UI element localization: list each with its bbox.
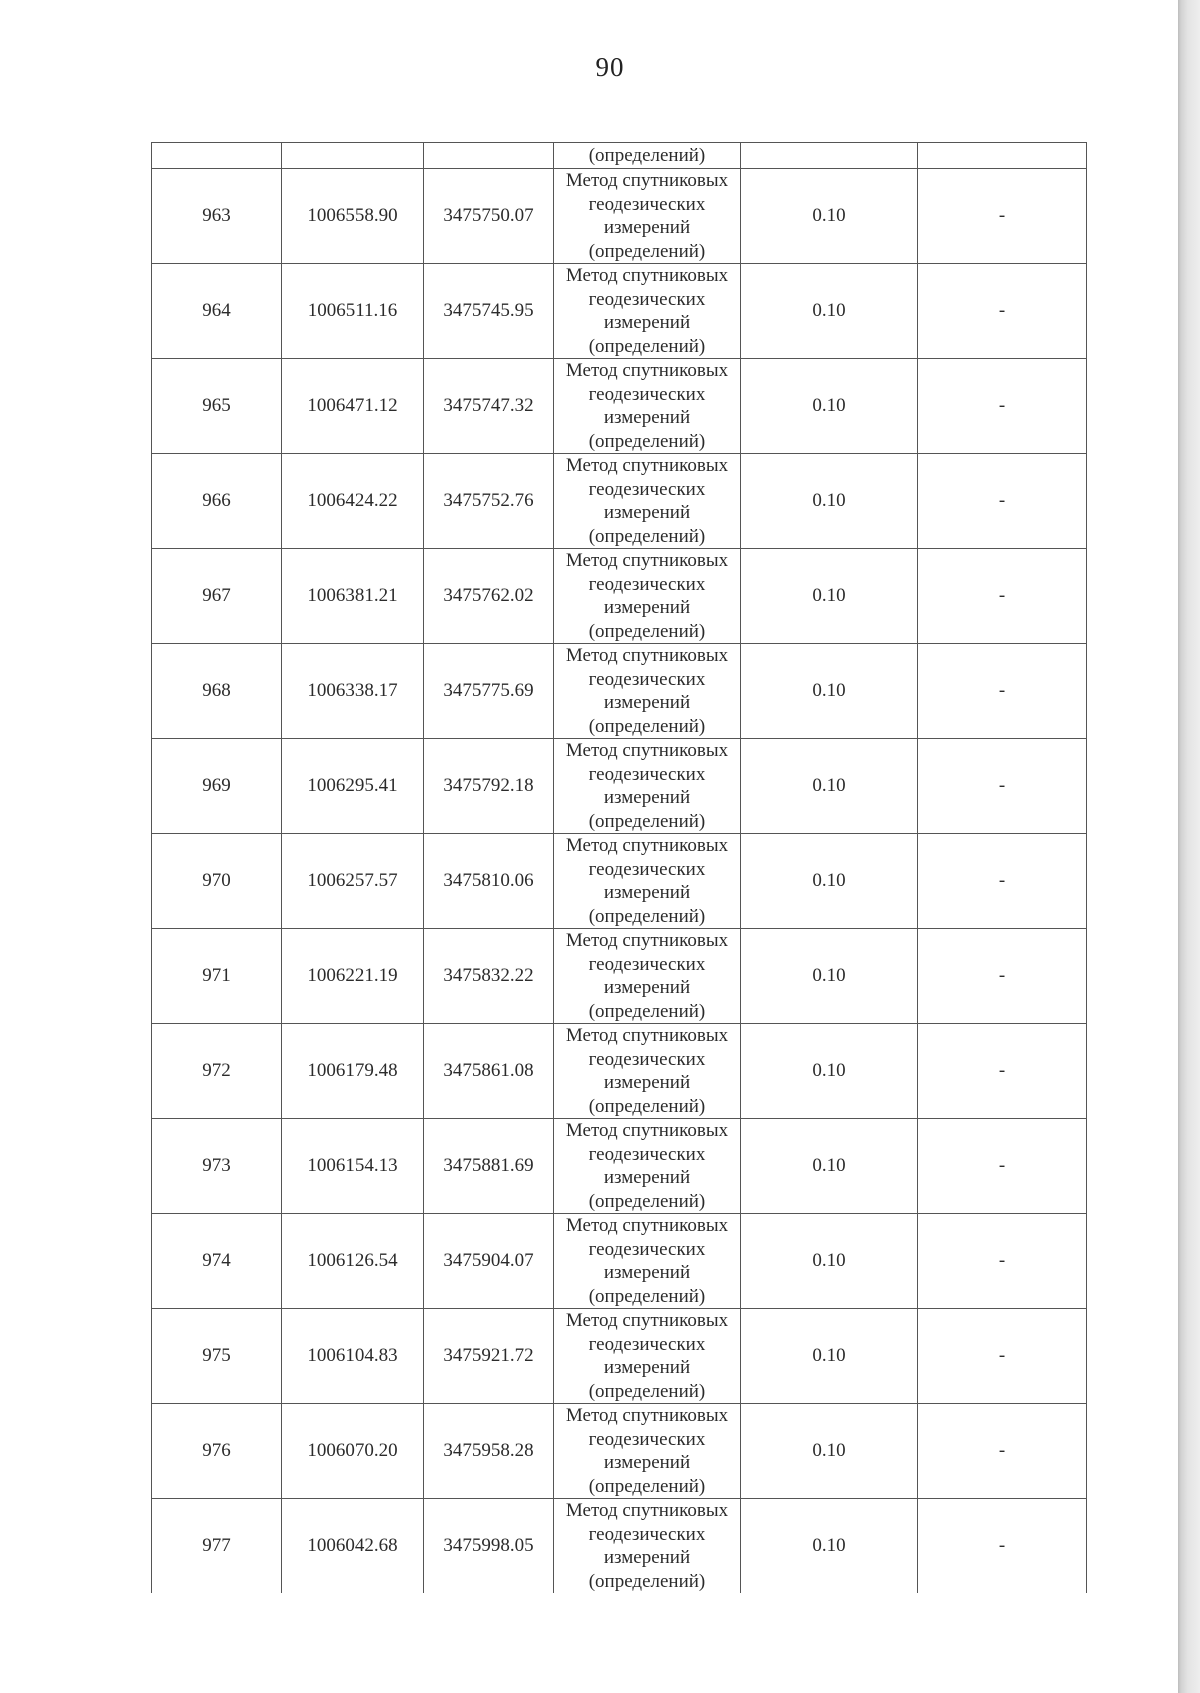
method-line: Метод спутниковых <box>565 645 729 666</box>
point-number-cell: 973 <box>152 1119 282 1214</box>
precision-cell: 0.10 <box>741 1499 918 1594</box>
y-coordinate-cell: 3475832.22 <box>424 929 554 1024</box>
page-number: 90 <box>595 52 625 82</box>
y-coordinate-cell: 3475752.76 <box>424 454 554 549</box>
method-line: геодезических <box>588 1428 706 1450</box>
method-line: (определений) <box>588 1000 706 1022</box>
method-line: (определений) <box>588 1380 706 1402</box>
method-line: Метод спутниковых <box>565 835 729 856</box>
method-line: Метод спутниковых <box>565 1120 729 1141</box>
note-cell: - <box>918 169 1087 264</box>
method-cell <box>554 1309 741 1404</box>
method-line: геодезических <box>588 763 706 785</box>
method-line: Метод спутниковых <box>565 740 729 761</box>
method-line: геодезических <box>588 1048 706 1070</box>
continuation-note-cell <box>918 143 1087 169</box>
note-cell: - <box>918 549 1087 644</box>
note-cell: - <box>918 359 1087 454</box>
method-cell <box>554 644 741 739</box>
method-line: (определений) <box>588 525 706 547</box>
method-cell <box>554 1499 741 1594</box>
method-cell <box>554 739 741 834</box>
table-row <box>152 169 1087 264</box>
y-coordinate-cell: 3475998.05 <box>424 1499 554 1594</box>
note-cell: - <box>918 264 1087 359</box>
precision-cell: 0.10 <box>741 1024 918 1119</box>
y-coordinate-cell: 3475745.95 <box>424 264 554 359</box>
method-line: измерений <box>603 1167 691 1188</box>
continuation-point-cell <box>152 143 282 169</box>
method-cell <box>554 169 741 264</box>
table-row <box>152 454 1087 549</box>
method-line: геодезических <box>588 668 706 690</box>
precision-cell: 0.10 <box>741 549 918 644</box>
point-number-cell: 969 <box>152 739 282 834</box>
precision-cell: 0.10 <box>741 169 918 264</box>
method-line: (определений) <box>588 715 706 737</box>
method-line: измерений <box>603 1262 691 1283</box>
table-row <box>152 549 1087 644</box>
continuation-y-cell <box>424 143 554 169</box>
method-line: измерений <box>603 692 691 713</box>
method-line: (определений) <box>588 430 706 452</box>
method-line: измерений <box>603 787 691 808</box>
point-number-cell: 967 <box>152 549 282 644</box>
coordinates-table <box>151 142 1087 1593</box>
point-number-cell: 965 <box>152 359 282 454</box>
x-coordinate-cell: 1006221.19 <box>282 929 424 1024</box>
y-coordinate-cell: 3475747.32 <box>424 359 554 454</box>
point-number-cell: 971 <box>152 929 282 1024</box>
method-line: Метод спутниковых <box>565 1025 729 1046</box>
note-cell: - <box>918 1499 1087 1594</box>
method-line: Метод спутниковых <box>565 170 729 191</box>
continuation-precision-cell <box>741 143 918 169</box>
method-cell <box>554 1024 741 1119</box>
x-coordinate-cell: 1006338.17 <box>282 644 424 739</box>
method-line: (определений) <box>588 1570 706 1592</box>
table-row <box>152 644 1087 739</box>
x-coordinate-cell: 1006295.41 <box>282 739 424 834</box>
method-line: геодезических <box>588 288 706 310</box>
note-cell: - <box>918 1214 1087 1309</box>
method-cell <box>554 359 741 454</box>
x-coordinate-cell: 1006154.13 <box>282 1119 424 1214</box>
note-cell: - <box>918 1404 1087 1499</box>
y-coordinate-cell: 3475762.02 <box>424 549 554 644</box>
method-line: измерений <box>603 217 691 238</box>
method-line: геодезических <box>588 1523 706 1545</box>
note-cell: - <box>918 929 1087 1024</box>
table-row <box>152 1309 1087 1404</box>
precision-cell: 0.10 <box>741 1119 918 1214</box>
point-number-cell: 974 <box>152 1214 282 1309</box>
method-line: (определений) <box>588 240 706 262</box>
method-line: Метод спутниковых <box>565 1405 729 1426</box>
y-coordinate-cell: 3475861.08 <box>424 1024 554 1119</box>
y-coordinate-cell: 3475921.72 <box>424 1309 554 1404</box>
method-line: (определений) <box>588 1095 706 1117</box>
point-number-cell: 975 <box>152 1309 282 1404</box>
method-line: геодезических <box>588 478 706 500</box>
method-line: геодезических <box>588 1143 706 1165</box>
method-cell <box>554 549 741 644</box>
method-line: измерений <box>603 1357 691 1378</box>
method-line: геодезических <box>588 953 706 975</box>
method-line: Метод спутниковых <box>565 1310 729 1331</box>
method-line: Метод спутниковых <box>565 550 729 571</box>
coordinates-table-body <box>152 143 1087 1594</box>
page-edge-shadow <box>1178 0 1200 1693</box>
method-line: (определений) <box>588 1190 706 1212</box>
method-line: измерений <box>603 1547 691 1568</box>
precision-cell: 0.10 <box>741 1309 918 1404</box>
method-cell <box>554 929 741 1024</box>
precision-cell: 0.10 <box>741 454 918 549</box>
table-row <box>152 1404 1087 1499</box>
method-line: (определений) <box>588 335 706 357</box>
method-line: геодезических <box>588 193 706 215</box>
note-cell: - <box>918 454 1087 549</box>
precision-cell: 0.10 <box>741 739 918 834</box>
x-coordinate-cell: 1006257.57 <box>282 834 424 929</box>
precision-cell: 0.10 <box>741 834 918 929</box>
method-line: измерений <box>603 882 691 903</box>
point-number-cell: 972 <box>152 1024 282 1119</box>
method-line: геодезических <box>588 1333 706 1355</box>
table-row <box>152 1499 1087 1594</box>
point-number-cell: 964 <box>152 264 282 359</box>
x-coordinate-cell: 1006558.90 <box>282 169 424 264</box>
table-row <box>152 264 1087 359</box>
y-coordinate-cell: 3475958.28 <box>424 1404 554 1499</box>
point-number-cell: 976 <box>152 1404 282 1499</box>
x-coordinate-cell: 1006126.54 <box>282 1214 424 1309</box>
table-row <box>152 929 1087 1024</box>
method-line: Метод спутниковых <box>565 930 729 951</box>
method-line: измерений <box>603 1072 691 1093</box>
method-line: измерений <box>603 502 691 523</box>
y-coordinate-cell: 3475750.07 <box>424 169 554 264</box>
method-line: измерений <box>603 407 691 428</box>
method-line: (определений) <box>588 1285 706 1307</box>
point-number-cell: 977 <box>152 1499 282 1594</box>
y-coordinate-cell: 3475775.69 <box>424 644 554 739</box>
note-cell: - <box>918 739 1087 834</box>
method-line: измерений <box>603 312 691 333</box>
table-row <box>152 739 1087 834</box>
y-coordinate-cell: 3475810.06 <box>424 834 554 929</box>
method-line: Метод спутниковых <box>565 1215 729 1236</box>
note-cell: - <box>918 1119 1087 1214</box>
method-line: измерений <box>603 977 691 998</box>
method-line: (определений) <box>588 810 706 832</box>
point-number-cell: 970 <box>152 834 282 929</box>
x-coordinate-cell: 1006471.12 <box>282 359 424 454</box>
method-cell <box>554 454 741 549</box>
precision-cell: 0.10 <box>741 1404 918 1499</box>
precision-cell: 0.10 <box>741 929 918 1024</box>
point-number-cell: 963 <box>152 169 282 264</box>
point-number-cell: 968 <box>152 644 282 739</box>
point-number-cell: 966 <box>152 454 282 549</box>
method-line: геодезических <box>588 573 706 595</box>
x-coordinate-cell: 1006511.16 <box>282 264 424 359</box>
method-cell <box>554 834 741 929</box>
method-cell <box>554 1404 741 1499</box>
method-line: измерений <box>603 597 691 618</box>
method-line: геодезических <box>588 858 706 880</box>
x-coordinate-cell: 1006424.22 <box>282 454 424 549</box>
method-line: (определений) <box>588 905 706 927</box>
table-row <box>152 1119 1087 1214</box>
method-cell <box>554 1119 741 1214</box>
method-line: (определений) <box>588 620 706 642</box>
continuation-x-cell <box>282 143 424 169</box>
note-cell: - <box>918 1309 1087 1404</box>
note-cell: - <box>918 644 1087 739</box>
y-coordinate-cell: 3475881.69 <box>424 1119 554 1214</box>
y-coordinate-cell: 3475904.07 <box>424 1214 554 1309</box>
x-coordinate-cell: 1006104.83 <box>282 1309 424 1404</box>
x-coordinate-cell: 1006070.20 <box>282 1404 424 1499</box>
x-coordinate-cell: 1006381.21 <box>282 549 424 644</box>
method-line: Метод спутниковых <box>565 265 729 286</box>
precision-cell: 0.10 <box>741 359 918 454</box>
method-line: Метод спутниковых <box>565 1500 729 1521</box>
continuation-row <box>152 143 1087 169</box>
table-row <box>152 834 1087 929</box>
table-row <box>152 359 1087 454</box>
x-coordinate-cell: 1006042.68 <box>282 1499 424 1594</box>
method-cell <box>554 264 741 359</box>
method-line: измерений <box>603 1452 691 1473</box>
method-line: Метод спутниковых <box>565 455 729 476</box>
method-line: геодезических <box>588 1238 706 1260</box>
method-line: геодезических <box>588 383 706 405</box>
precision-cell: 0.10 <box>741 1214 918 1309</box>
note-cell: - <box>918 834 1087 929</box>
precision-cell: 0.10 <box>741 264 918 359</box>
table-row <box>152 1024 1087 1119</box>
method-cell <box>554 1214 741 1309</box>
precision-cell: 0.10 <box>741 644 918 739</box>
method-line: (определений) <box>588 1475 706 1497</box>
note-cell: - <box>918 1024 1087 1119</box>
x-coordinate-cell: 1006179.48 <box>282 1024 424 1119</box>
continuation-method-cell: (определений) <box>554 143 741 169</box>
y-coordinate-cell: 3475792.18 <box>424 739 554 834</box>
method-line: Метод спутниковых <box>565 360 729 381</box>
table-row <box>152 1214 1087 1309</box>
